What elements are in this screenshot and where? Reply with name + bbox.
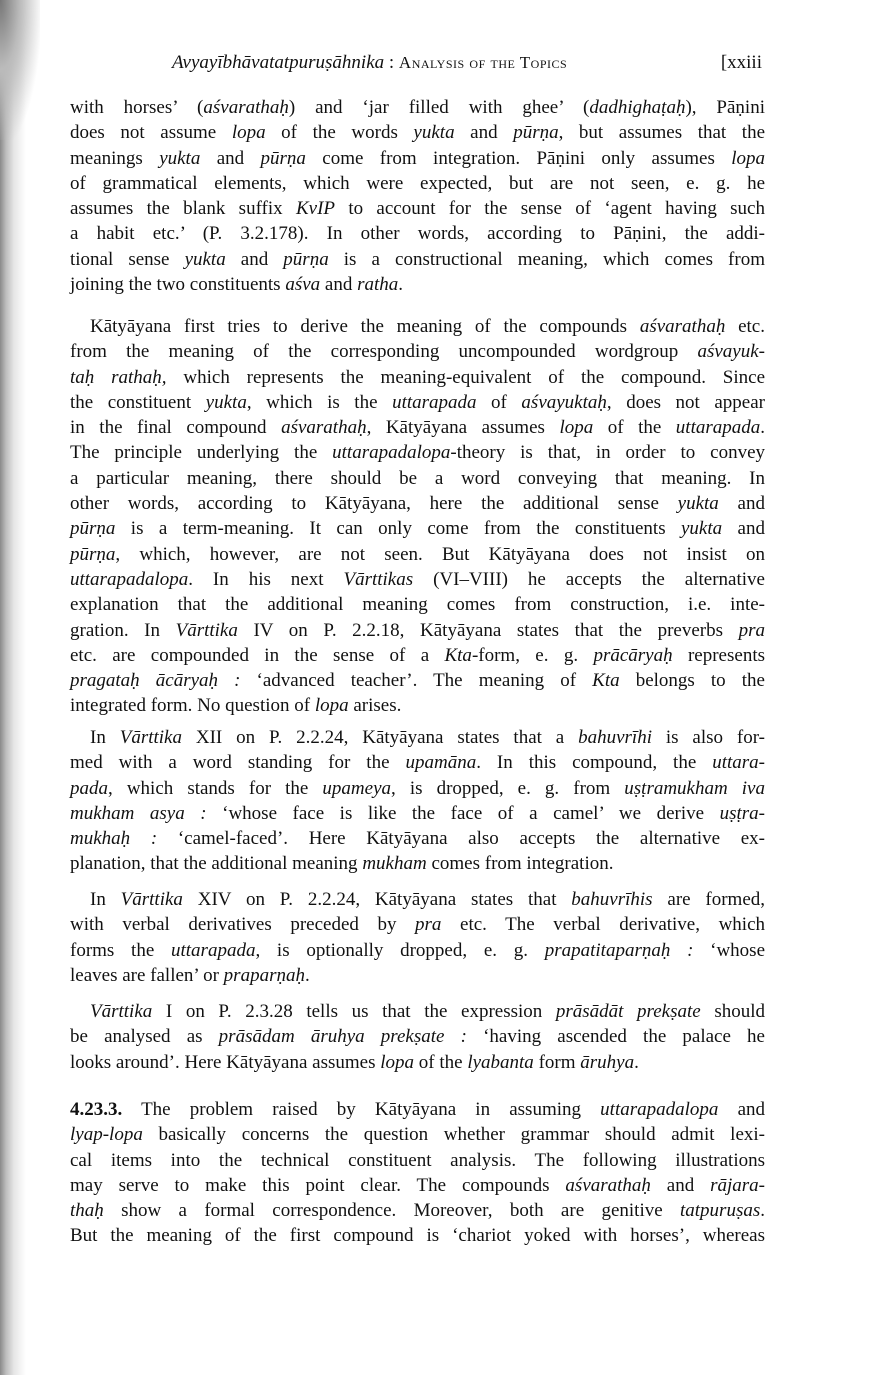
text-run: The problem raised by Kātyāyana in assuming — [122, 1099, 601, 1120]
italic-term: yukta — [184, 248, 226, 270]
text-run: and — [454, 122, 514, 144]
italic-term: pūrṇa — [70, 518, 116, 540]
italic-term: thaḥ — [70, 1200, 104, 1222]
paragraph — [70, 999, 765, 1075]
italic-term: prāsādam āruhya prekṣate : — [218, 1026, 467, 1048]
text-run: tional sense — [70, 248, 185, 270]
text-run: is a constructional meaning, which comes from — [328, 248, 765, 270]
text-line — [70, 339, 765, 364]
italic-term: pada — [70, 777, 108, 799]
scan-corner-shadow — [0, 0, 40, 140]
text-run: etc. are compounded in the sense of a — [70, 644, 445, 666]
text-line — [70, 963, 765, 988]
text-run: , which, however, are not seen. But Kātyāyana does not insist on — [115, 543, 765, 565]
header-separator: : — [384, 52, 399, 73]
text-run: of the — [414, 1051, 468, 1073]
italic-term: aśvarathaḥ — [203, 97, 289, 118]
text-run: and — [200, 147, 261, 169]
text-run: Kātyāyana first tries to derive the meaning of the compounds — [90, 316, 640, 337]
italic-term: Kta — [444, 644, 472, 666]
text-run: is a term-meaning. It can only come from the constituents — [115, 518, 681, 540]
text-line — [70, 516, 765, 541]
text-line — [70, 1097, 765, 1122]
text-line — [70, 592, 765, 617]
header-topic: Analysis of the Topics — [398, 53, 568, 72]
text-run: , Kātyāyana assumes — [366, 417, 560, 439]
text-run: assumes the blank suffix — [70, 198, 296, 220]
italic-term: uttarapada — [171, 939, 256, 961]
text-run: In — [90, 889, 121, 910]
text-run: ), Pāṇini — [685, 97, 765, 118]
italic-term: prācāryaḥ — [593, 644, 673, 666]
scan-edge-shadow — [0, 0, 26, 1375]
page-number: [xxiii — [720, 52, 762, 73]
italic-term: uttarapada — [392, 391, 477, 413]
paragraph — [70, 95, 765, 297]
text-line — [70, 1198, 765, 1223]
italic-term: mukhaḥ : — [70, 828, 158, 850]
italic-term: KvIP — [295, 198, 336, 220]
italic-term: aśvayuktaḥ — [521, 391, 607, 413]
text-line — [70, 643, 765, 668]
text-line — [70, 1024, 765, 1049]
italic-term: lyap-lopa — [70, 1124, 143, 1146]
text-line — [70, 776, 765, 801]
italic-term: uttarapadalopa — [600, 1099, 719, 1120]
italic-term: Vārttikas — [343, 568, 414, 590]
italic-term: lopa — [559, 417, 594, 439]
text-run: ‘camel-faced’. Here Kātyāyana also accepts the alternative ex- — [157, 828, 765, 850]
text-run: with horses’ ( — [70, 97, 204, 118]
text-run: (VI–VIII) he accepts the alternative — [413, 568, 765, 590]
text-line — [70, 146, 765, 171]
text-line — [70, 912, 765, 937]
italic-term: uttarapadalopa — [70, 568, 189, 590]
italic-term: mukham asya : — [70, 802, 207, 824]
italic-term: yukta — [677, 493, 719, 515]
italic-term: lopa — [731, 147, 765, 169]
text-run: . In his next — [188, 568, 344, 590]
text-line — [70, 171, 765, 196]
italic-term: Vārttika — [119, 727, 182, 748]
text-run: and — [718, 1099, 765, 1120]
text-run: represents — [672, 644, 765, 666]
text-run: , is dropped, e. g. from — [391, 777, 625, 799]
italic-term: uttarapada — [675, 417, 761, 439]
text-run: etc. The verbal derivative, which — [441, 914, 765, 936]
text-line — [70, 1122, 765, 1147]
text-run: comes from integration. — [426, 853, 614, 875]
text-line — [70, 1050, 765, 1075]
italic-term: aśvayuk- — [697, 341, 765, 363]
text-line — [70, 440, 765, 465]
text-run: etc. — [725, 316, 765, 337]
section-number: 4.23.3. — [70, 1099, 123, 1120]
text-line — [70, 491, 765, 516]
italic-term: pra — [415, 914, 442, 936]
text-run: and — [722, 518, 765, 540]
italic-term: aśva — [285, 274, 321, 296]
italic-term: uttarapadalopa — [332, 442, 451, 464]
italic-term: lopa — [314, 695, 349, 717]
italic-term: dadhighaṭaḥ — [589, 97, 686, 118]
text-run: explanation that the additional meaning comes from construction, i.e. inte- — [70, 594, 765, 616]
italic-term: bahuvrīhi — [578, 727, 652, 748]
text-run: integrated form. No question of — [70, 695, 315, 717]
text-run: does not assume — [70, 122, 232, 144]
text-run: gration. In — [70, 619, 176, 641]
italic-term: pūrṇa — [513, 122, 559, 144]
italic-term: praparṇaḥ — [223, 964, 305, 986]
text-run: should — [700, 1001, 765, 1022]
text-run: come from integration. Pāṇini only assumes — [305, 147, 732, 169]
text-run: . — [304, 964, 310, 986]
italic-term: yukta — [205, 391, 247, 413]
text-run: of the — [593, 417, 676, 439]
paragraph — [70, 725, 765, 877]
text-run: of grammatical elements, which were expected, but are not seen, e. g. he — [70, 172, 765, 194]
text-run: of the words — [265, 122, 414, 144]
text-line — [70, 1173, 765, 1198]
text-run: planation, that the additional meaning — [70, 853, 363, 875]
text-run: other words, according to Kātyāyana, here the additional sense — [70, 493, 678, 515]
header-title: Avyayībhāvatatpuruṣāhnika — [172, 52, 385, 73]
text-run: of — [476, 391, 522, 413]
italic-term: aśvarathaḥ — [281, 417, 367, 439]
text-run: -theory is that, in order to convey — [450, 442, 765, 464]
text-run: med with a word standing for the — [70, 752, 406, 774]
text-run: to account for the sense of ‘agent having such — [335, 198, 765, 220]
italic-term: Vārttika — [120, 889, 183, 910]
text-run: -form, e. g. — [471, 644, 594, 666]
text-run: and — [320, 274, 358, 296]
text-line — [70, 1148, 765, 1173]
text-line — [70, 999, 765, 1024]
text-line — [70, 95, 765, 120]
text-run: looks around’. Here Kātyāyana assumes — [70, 1051, 381, 1073]
text-line — [70, 196, 765, 221]
text-line — [70, 693, 765, 718]
text-run: XIV on P. 2.2.24, Kātyāyana states that — [182, 889, 572, 910]
text-run: , does not appear — [606, 391, 766, 413]
text-run: be analysed as — [70, 1026, 219, 1048]
text-line — [70, 314, 765, 339]
text-line — [70, 415, 765, 440]
text-line — [70, 247, 765, 272]
text-run: and — [225, 248, 284, 270]
text-run: The principle underlying the — [70, 442, 333, 464]
text-run: IV on P. 2.2.18, Kātyāyana states that the preverbs — [237, 619, 739, 641]
italic-term: pūrṇa — [260, 147, 306, 169]
italic-term: rājara- — [710, 1174, 765, 1196]
text-run: ‘having ascended the palace he — [466, 1026, 765, 1048]
text-run: ‘whose — [693, 939, 766, 961]
italic-term: lyabanta — [467, 1051, 534, 1073]
text-run: forms the — [70, 939, 171, 961]
italic-term: uṣṭramukham iva — [624, 777, 765, 799]
text-run: cal items into the technical constituent analysis. The following illustrations — [70, 1149, 765, 1171]
text-run: arises. — [348, 695, 402, 717]
italic-term: bahuvrīhis — [571, 889, 653, 910]
italic-term: Kta — [592, 670, 620, 692]
italic-term: yukta — [413, 122, 455, 144]
text-run: a habit etc.’ (P. 3.2.178). In other words, according to Pāṇini, the addi- — [70, 223, 765, 245]
text-line — [70, 365, 765, 390]
text-line — [70, 466, 765, 491]
text-run: , which stands for the — [108, 777, 323, 799]
text-line — [70, 567, 765, 592]
text-run: But the meaning of the first compound is ‘chariot yoked with horses’, whereas — [70, 1225, 765, 1247]
paragraph — [70, 314, 765, 719]
text-run: In — [90, 727, 120, 748]
text-run: , is optionally dropped, e. g. — [255, 939, 545, 961]
italic-term: pra — [738, 619, 765, 641]
italic-term: Vārttika — [175, 619, 238, 641]
text-run: . In this compound, the — [476, 752, 713, 774]
italic-term: Vārttika — [90, 1001, 153, 1022]
text-run: leaves are fallen’ or — [70, 964, 224, 986]
text-line — [70, 725, 765, 750]
text-line — [70, 826, 765, 851]
text-run: , but assumes that the — [558, 122, 765, 144]
text-run: a particular meaning, there should be a word conveying that meaning. In — [70, 467, 765, 489]
italic-term: yukta — [681, 518, 723, 540]
text-run: ‘whose face is like the face of a camel’ we derive — [206, 802, 720, 824]
text-run: . — [398, 274, 404, 296]
italic-term: āruhya — [580, 1051, 635, 1073]
text-run: from the meaning of the corresponding uncompounded wordgroup — [70, 341, 698, 363]
text-line — [70, 542, 765, 567]
italic-term: uttara- — [712, 752, 765, 774]
text-line — [70, 221, 765, 246]
text-run: ) and ‘jar filled with ghee’ ( — [288, 97, 590, 118]
italic-term: mukham — [362, 853, 427, 875]
text-line — [70, 1223, 765, 1248]
paragraph — [70, 1097, 765, 1249]
text-line — [70, 750, 765, 775]
text-line — [70, 801, 765, 826]
text-run: and — [650, 1174, 711, 1196]
text-line — [70, 668, 765, 693]
italic-term: lopa — [231, 122, 266, 144]
text-line — [70, 938, 765, 963]
text-run: . — [760, 417, 765, 439]
italic-term: prāsādāt prekṣate — [555, 1001, 701, 1022]
text-run: which represents the meaning-equivalent of the compound. Since — [166, 366, 766, 388]
text-run: is also for- — [651, 727, 765, 748]
text-line — [70, 887, 765, 912]
italic-term: aśvarathaḥ — [565, 1174, 651, 1196]
italic-term: pūrṇa — [70, 543, 116, 565]
text-run: may serve to make this point clear. The compounds — [70, 1174, 566, 1196]
text-run: in the final compound — [70, 417, 282, 439]
text-line — [70, 120, 765, 145]
text-run: joining the two constituents — [70, 274, 286, 296]
italic-term: ratha — [357, 274, 399, 296]
text-line — [70, 272, 765, 297]
text-run: are formed, — [652, 889, 766, 910]
italic-term: pūrṇa — [283, 248, 329, 270]
text-run: with verbal derivatives preceded by — [70, 914, 416, 936]
text-run: basically concerns the question whether grammar should admit lexi- — [142, 1124, 765, 1146]
running-header — [172, 52, 762, 78]
text-run: ‘advanced teacher’. The meaning of — [240, 670, 593, 692]
paragraph — [70, 887, 765, 988]
text-line — [70, 390, 765, 415]
text-run: the constituent — [70, 391, 206, 413]
text-run: I on P. 2.3.28 tells us that the expression — [152, 1001, 556, 1022]
italic-term: aśvarathaḥ — [639, 316, 726, 337]
italic-term: yukta — [159, 147, 201, 169]
text-run: , which is the — [246, 391, 393, 413]
text-run: and — [718, 493, 765, 515]
text-line — [70, 618, 765, 643]
text-run: belongs to the — [619, 670, 765, 692]
italic-term: upamāna — [405, 752, 477, 774]
text-run: meanings — [70, 147, 160, 169]
italic-term: taḥ rathaḥ, — [70, 366, 167, 388]
italic-term: uṣṭra- — [719, 802, 765, 824]
italic-term: upameya — [322, 777, 392, 799]
italic-term: prapatitaparṇaḥ : — [544, 939, 694, 961]
text-line — [70, 851, 765, 876]
text-run: show a formal correspondence. Moreover, both are genitive — [103, 1200, 680, 1222]
text-run: . — [634, 1051, 639, 1073]
italic-term: pragataḥ ācāryaḥ : — [70, 670, 241, 692]
italic-term: lopa — [380, 1051, 415, 1073]
text-run: XII on P. 2.2.24, Kātyāyana states that a — [182, 727, 579, 748]
text-run: form — [533, 1051, 581, 1073]
text-run: . — [760, 1200, 765, 1222]
italic-term: tatpuruṣas — [680, 1200, 761, 1222]
